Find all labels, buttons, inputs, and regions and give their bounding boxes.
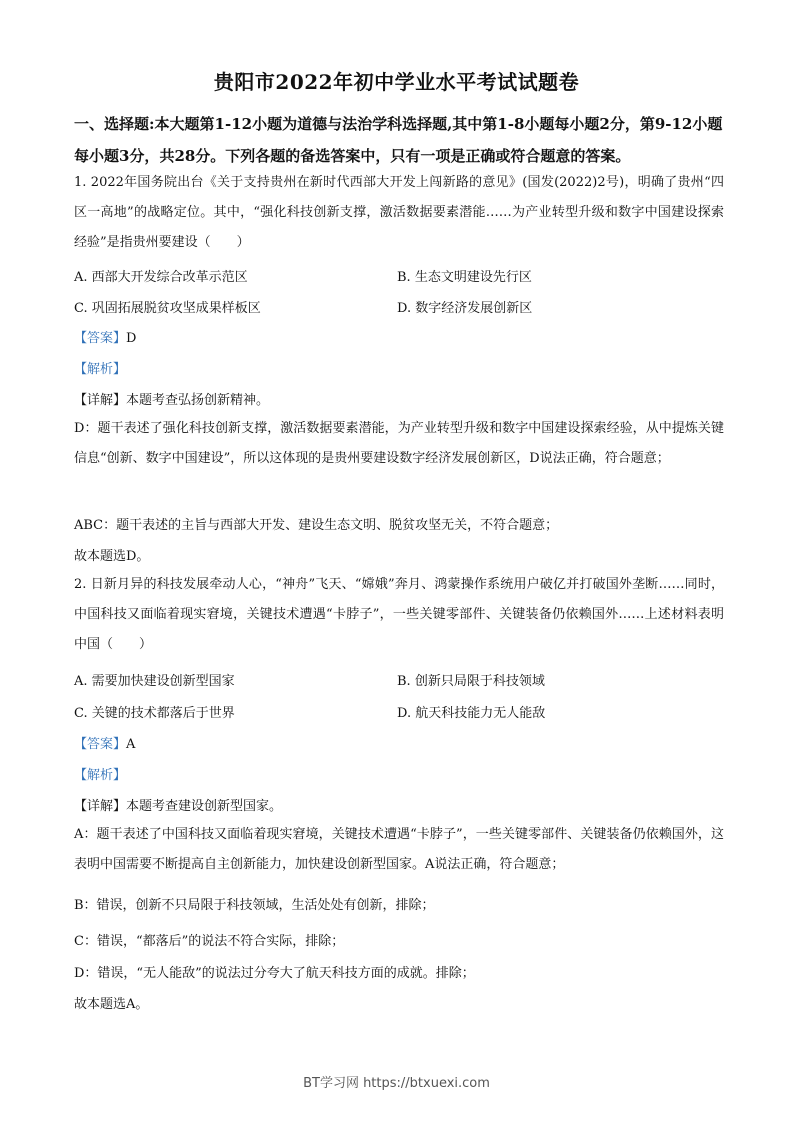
page-title: 贵阳市2022年初中学业水平考试试题卷 (213, 70, 580, 94)
question-1-option-d: D. 数字经济发展创新区 (397, 301, 533, 316)
question-2-options-row-1 (74, 670, 724, 690)
question-1-answer (74, 327, 136, 346)
question-1-conclusion: 故本题选D。 (74, 549, 150, 564)
question-1-analysis-tag: 【解析】 (74, 362, 127, 377)
question-2-detail (74, 795, 282, 814)
question-2-explanation-b: B：错误，创新不只局限于科技领域，生活处处有创新，排除； (74, 898, 435, 913)
question-2-option-a: A. 需要加快建设创新型国家 (74, 674, 235, 689)
question-1-explanation-abc: ABC：题干表述的主旨与西部大开发、建设生态文明、脱贫攻坚无关，不符合题意； (74, 518, 559, 533)
question-1-option-b: B. 生态文明建设先行区 (397, 270, 532, 285)
answer-tag: 【答案】 (74, 737, 127, 752)
question-1-options-row-1 (74, 266, 724, 286)
detail-text: 本题考查建设创新型国家。 (126, 799, 283, 814)
question-2-option-d: D. 航天科技能力无人能敌 (397, 706, 546, 721)
detail-tag: 【详解】 (74, 393, 127, 408)
question-1-option-c: C. 巩固拓展脱贫攻坚成果样板区 (74, 301, 261, 316)
question-1-options-row-2 (74, 297, 724, 317)
question-2-conclusion: 故本题选A。 (74, 997, 149, 1012)
question-1-detail (74, 389, 269, 408)
question-2-options-row-2 (74, 702, 724, 722)
detail-text: 本题考查弘扬创新精神。 (126, 393, 270, 408)
question-2-option-c: C. 关键的技术都落后于世界 (74, 706, 235, 721)
question-1-option-a: A. 西部大开发综合改革示范区 (74, 270, 248, 285)
section-header: 一、选择题:本大题第1-12小题为道德与法治学科选择题,其中第1-8小题每小题2分，第9-12小题每小题3分，共28分。下列各题的备选答案中，只有一项是正确或符合题意的答案。 (74, 115, 723, 165)
question-2-stem: 2. 日新月异的科技发展牵动人心，“神舟”飞天、“嫦娥”奔月、鸿蒙操作系统用户破亿并打破国外垄断……同时，中国科技又面临着现实窘境，关键技术遭遇“卡脖子”，一些关键零部件、关键装备仍依赖国外……上述材料表明中国（ ） (74, 577, 724, 652)
detail-tag: 【详解】 (74, 799, 127, 814)
answer-value: A (126, 737, 136, 752)
question-2-explanation-a: A：题干表述了中国科技又面临着现实窘境，关键技术遭遇“卡脖子”，一些关键零部件、关键装备仍依赖国外，这表明中国需要不断提高自主创新能力，加快建设创新型国家。A说法正确，符合题意； (74, 827, 724, 872)
question-2-answer (74, 733, 135, 752)
question-2-option-b: B. 创新只局限于科技领域 (397, 674, 545, 689)
answer-tag: 【答案】 (74, 331, 127, 346)
footer-watermark: BT学习网 https://btxuexi.com (303, 1076, 490, 1091)
question-2-explanation-d: D：错误，“无人能敌”的说法过分夸大了航天科技方面的成就。排除； (74, 966, 475, 981)
question-2-explanation-c: C：错误，“都落后”的说法不符合实际，排除； (74, 934, 345, 949)
question-1-stem: 1. 2022年国务院出台《关于支持贵州在新时代西部大开发上闯新路的意见》(国发(2022)2号)，明确了贵州“四区一高地”的战略定位。其中，“强化科技创新支撑，激活数据要素潜能……为产业转型升级和数字中国建设探索经验”是指贵州要建设（ ） (74, 175, 724, 250)
answer-value: D (126, 331, 137, 346)
question-1-explanation-d: D：题干表述了强化科技创新支撑，激活数据要素潜能，为产业转型升级和数字中国建设探索经验，从中提炼关键信息“创新、数字中国建设”，所以这体现的是贵州要建设数字经济发展创新区，D说法正确，符合题意； (74, 421, 724, 466)
question-2-analysis-tag: 【解析】 (74, 768, 127, 783)
